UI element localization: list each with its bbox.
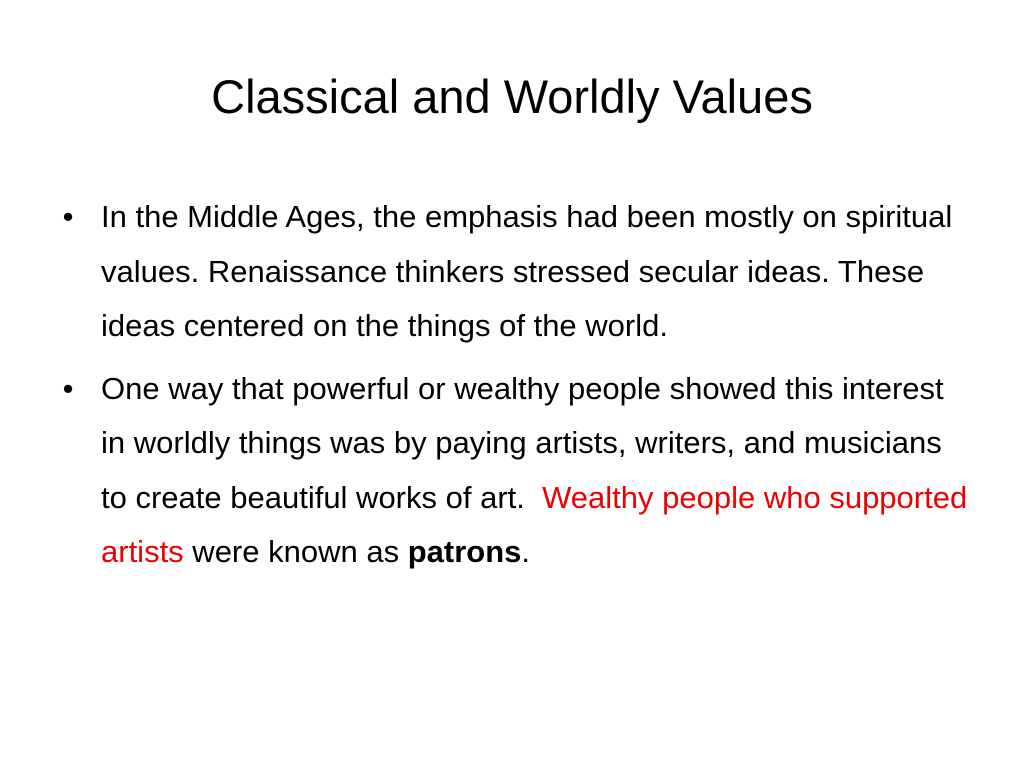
slide-title: Classical and Worldly Values <box>211 70 813 123</box>
bullet-list <box>58 190 973 588</box>
bold-term: patrons <box>407 534 522 569</box>
bullet-text-middle: were known as <box>183 534 408 569</box>
bullet-item-1 <box>58 190 973 354</box>
bullet-item-2 <box>58 362 973 580</box>
bullet-text-end: . <box>521 534 530 569</box>
highlighted-text: Wealthy people who supported artists <box>101 479 968 569</box>
bullet-icon: • <box>62 370 74 406</box>
bullet-text: In the Middle Ages, the emphasis had been mostly on spiritual values. Renaissance thinkers stressed secular ideas. These ideas centered on the things of the world. <box>101 199 953 343</box>
bullet-icon: • <box>62 199 74 234</box>
bullet-text-start: One way that powerful or wealthy people showed this interest in worldly things was by paying artists, writers, and musicians to create beautiful works of art. <box>101 370 953 515</box>
